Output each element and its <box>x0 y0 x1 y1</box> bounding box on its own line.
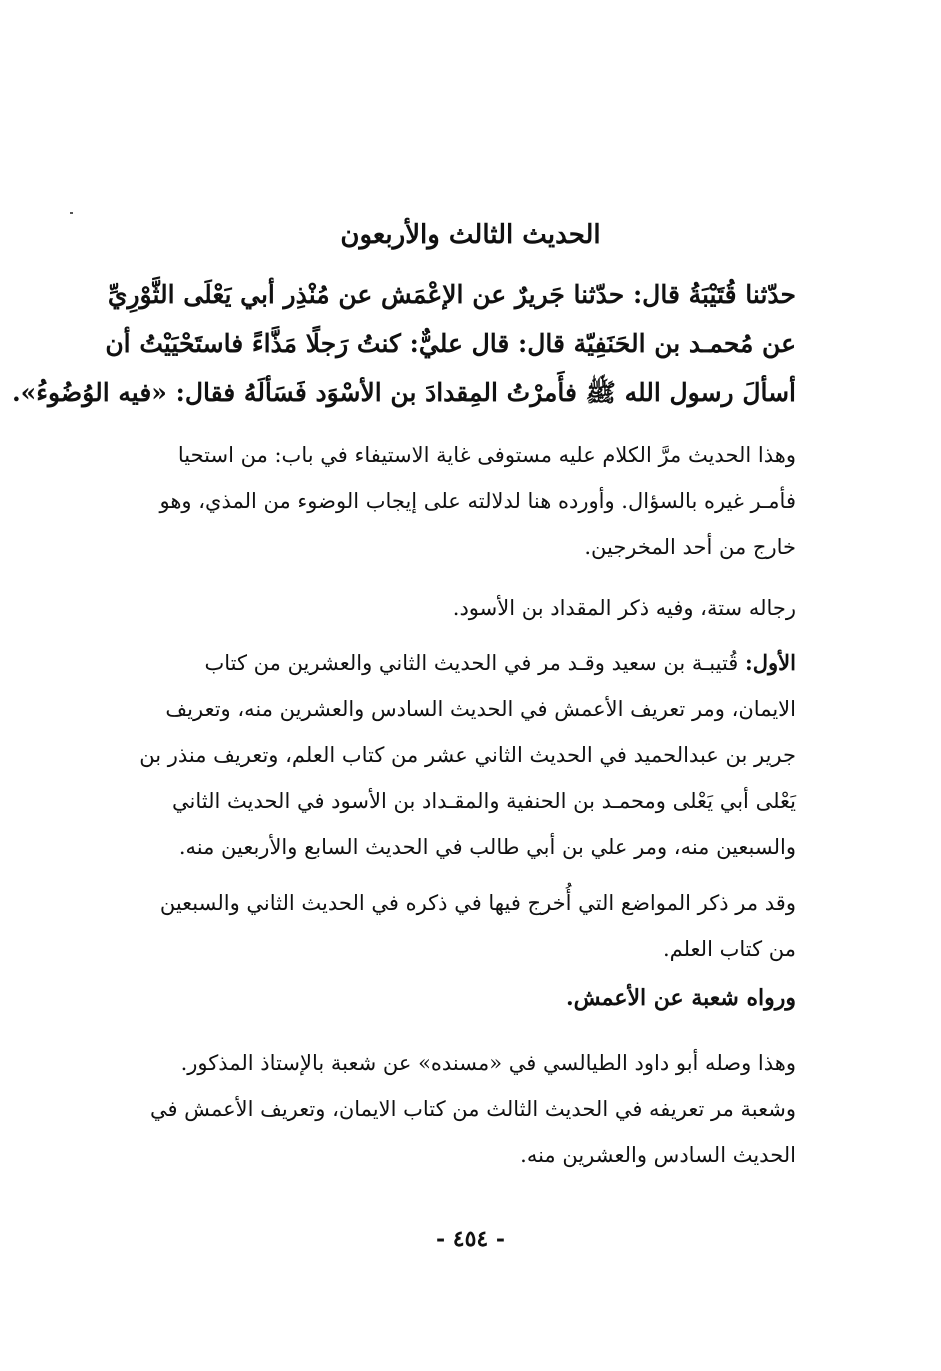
transmission-heading <box>126 975 796 1021</box>
paragraph-line: وشعبة مر تعريفه في الحديث الثالث من كتاب الايمان، وتعريف الأعمش في <box>149 1097 796 1121</box>
page-number: - ٤٥٤ - <box>435 1226 506 1252</box>
paragraph-line: الايمان، ومر تعريف الأعمش في الحديث السادس والعشرين منه، وتعريف <box>165 697 796 721</box>
transmission-paragraph <box>126 1040 796 1178</box>
paragraph-line <box>126 640 796 686</box>
paragraph-line: الحديث السادس والعشرين منه. <box>520 1143 796 1167</box>
paragraph-line: جرير بن عبدالحميد في الحديث الثاني عشر من كتاب العلم، وتعريف منذر بن <box>139 743 796 767</box>
paragraph-line: خارج من أحد المخرجين. <box>584 535 796 559</box>
paragraph-line: ورواه شعبة عن الأعمش. <box>565 985 796 1011</box>
hadith-heading: الحديث الثالث والأربعون <box>340 220 601 250</box>
hadith-line: أسألَ رسول الله ﷺ فأَمرْتُ المِقدادَ بن الأسْوَد فَسَألَهُ فقال: «فيه الوُضُوءُ». <box>11 378 796 407</box>
paragraph-line: يَعْلى أبي يَعْلى ومحمـد بن الحنفية والمقـداد بن الأسود في الحديث الثاني <box>172 789 796 813</box>
paragraph-line-text: قُتيبـة بن سعيد وقـد مر في الحديث الثاني والعشرين من كتاب <box>204 651 739 675</box>
paragraph-line: وقد مر ذكر المواضع التي أُخرج فيها في ذكره في الحديث الثاني والسبعين <box>159 891 796 915</box>
paragraph-line: رجاله ستة، وفيه ذكر المقداد بن الأسود. <box>452 596 796 620</box>
stray-ink-mark <box>70 212 73 214</box>
hadith-line: حدّثنا قُتَيْبَةُ قال: حدّثنا جَريرٌ عن الإعْمَش عن مُنْذِر أبي يَعْلَى الثَّوْرِيِّ <box>107 280 796 309</box>
hadith-text <box>11 270 796 417</box>
paragraph-line: وهذا الحديث مرَّ الكلام عليه مستوفى غاية الاستيفاء في باب: من استحيا <box>177 443 796 467</box>
narrators-paragraph <box>126 640 796 870</box>
narrators-summary <box>126 585 796 631</box>
paragraph-line: فأمـر غيره بالسؤال. وأورده هنا لدلالته على إيجاب الوضوء من المذي، وهو <box>159 489 796 513</box>
commentary-paragraph <box>126 432 796 570</box>
paragraph-lead: الأول: <box>745 650 796 675</box>
hadith-line: عن مُحمـد بن الحَنَفِيّة قال: قال عليٌّ: كنتُ رَجلًا مَذَّاءً فاستَحْيَيْتُ أن <box>105 329 796 358</box>
locations-paragraph <box>126 880 796 972</box>
paragraph-line: من كتاب العلم. <box>662 937 796 961</box>
paragraph-line: وهذا وصله أبو داود الطيالسي في «مسنده» عن شعبة بالإستاذ المذكور. <box>180 1051 796 1075</box>
paragraph-line: والسبعين منه، ومر علي بن أبي طالب في الحديث السابع والأربعين منه. <box>178 835 796 859</box>
